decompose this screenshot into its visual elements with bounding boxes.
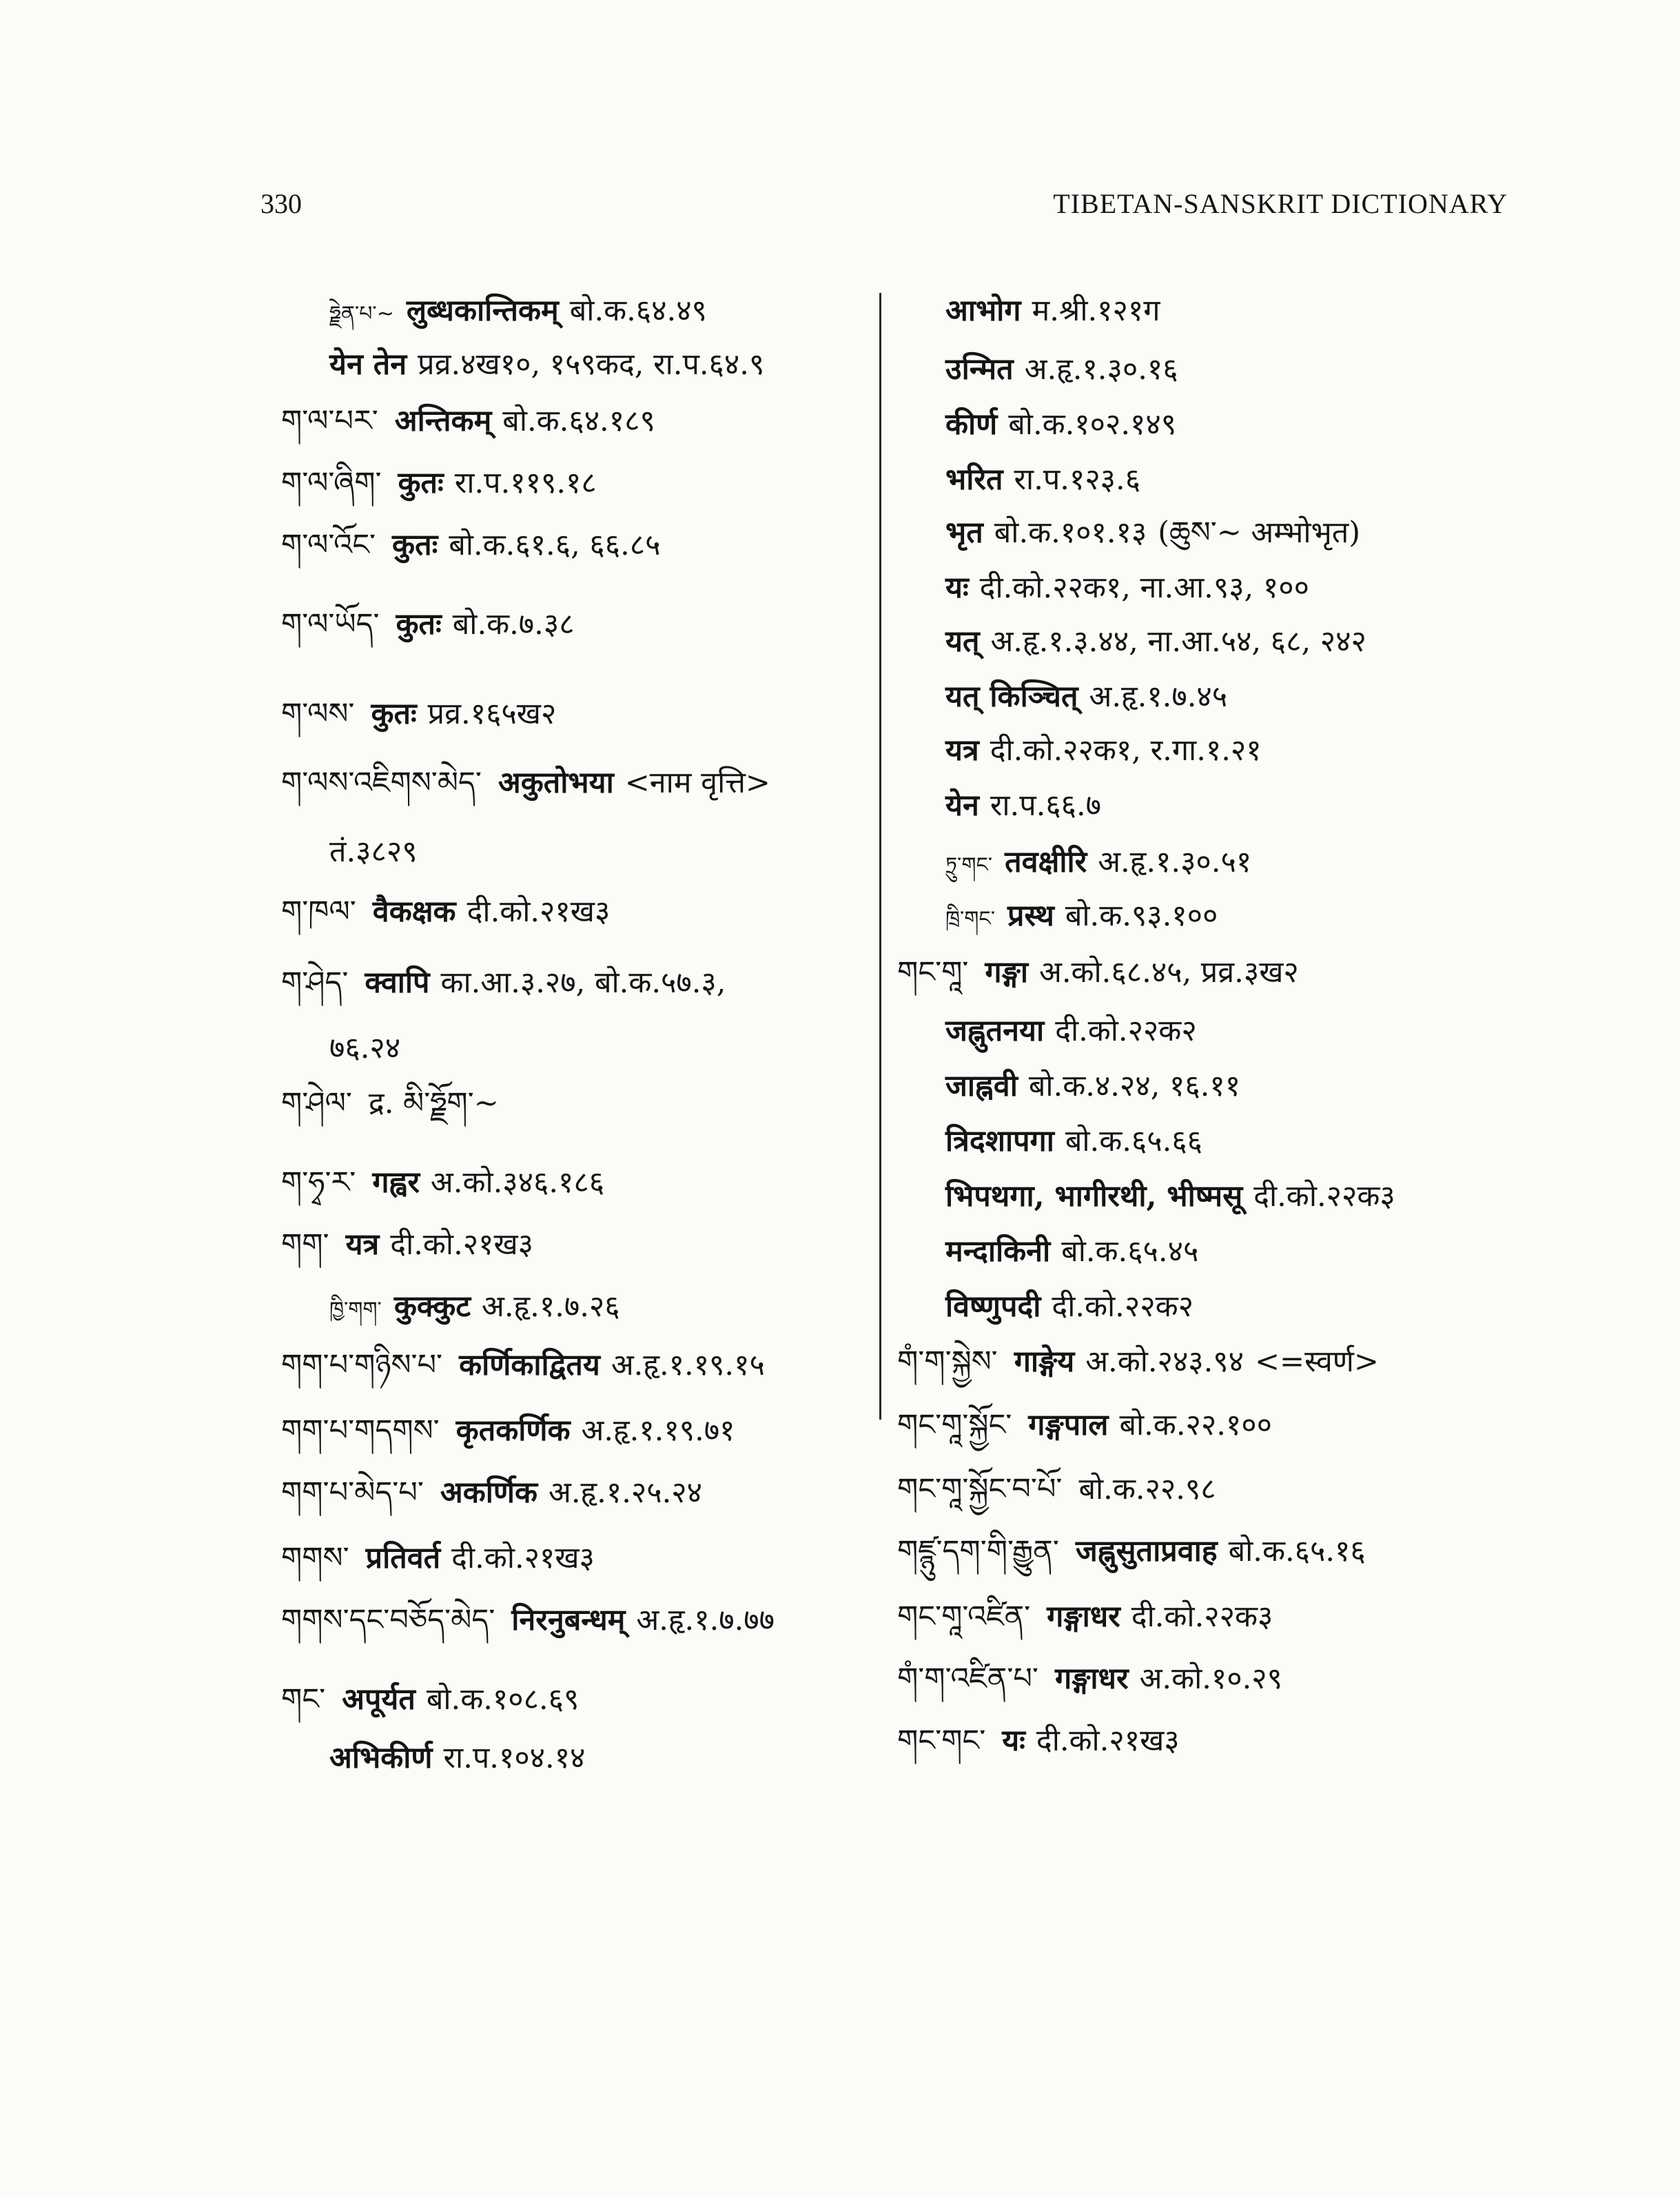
tibetan-headword: ག་ལ་ཞིག་ xyxy=(281,466,382,500)
sanskrit-equivalent: गङ्गाधर xyxy=(1047,1600,1120,1634)
sanskrit-equivalent: अपूर्यत xyxy=(342,1682,416,1717)
source-reference: बो.क.९३.१०० xyxy=(1065,899,1218,933)
tibetan-headword: གཾ་ག་འཛིན་པ་ xyxy=(897,1662,1038,1696)
tibetan-headword: ག་ཤེད་ xyxy=(281,965,349,1000)
dictionary-entry xyxy=(897,955,1299,990)
source-reference: बो.क.१०१.१३ xyxy=(994,515,1147,550)
dictionary-entry xyxy=(281,1603,775,1637)
source-reference: का.आ.३.२७, बो.क.५७.३, xyxy=(440,965,726,1000)
sanskrit-equivalent: अभिकीर्ण xyxy=(329,1741,433,1775)
sanskrit-equivalent: यत्र xyxy=(345,1227,380,1262)
sanskrit-equivalent: येन तेन xyxy=(329,347,407,382)
tibetan-headword: གག་པ་གདགས་ xyxy=(281,1413,440,1448)
entry-note: <नाम वृत्ति> xyxy=(624,766,770,800)
tibetan-headword: ག་ལས་འཇིགས་མེད་ xyxy=(281,766,482,800)
sanskrit-equivalent: गाङ्गेय xyxy=(1014,1345,1075,1379)
source-reference: अ.हृ.१.१९.१५ xyxy=(611,1348,765,1382)
source-reference: दी.को.२२क१, र.गा.१.२१ xyxy=(990,733,1262,768)
source-reference: दी.को.२२क३ xyxy=(1131,1600,1273,1634)
dictionary-entry xyxy=(281,699,556,729)
tibetan-headword: ག་ཤེལ་ xyxy=(281,1086,352,1121)
dictionary-entry xyxy=(281,1227,533,1262)
dictionary-entry xyxy=(897,733,1262,768)
source-reference: दी.को.२२क२ xyxy=(1052,1289,1194,1324)
sanskrit-equivalent: जह्नुतनया xyxy=(945,1014,1045,1048)
tibetan-headword: གགས་ xyxy=(281,1541,349,1575)
tibetan-headword: གང་གཱ་སྐྱོང་བ་པོ་ xyxy=(897,1472,1063,1506)
sanskrit-equivalent: कुक्कुट xyxy=(393,1289,471,1324)
source-reference: अ.को.६८.४५, प्रव्र.३ख२ xyxy=(1039,955,1299,990)
sanskrit-equivalent: गङ्गा xyxy=(985,955,1028,990)
dictionary-entry xyxy=(281,1289,620,1324)
entry-note: (ཆུས་~ अम्भोभृत) xyxy=(1158,515,1361,550)
sanskrit-equivalent: भृत xyxy=(945,515,983,550)
tibetan-headword: གཾ་ག་སྐྱེས་ xyxy=(897,1345,998,1379)
sanskrit-equivalent: अकुतोभया xyxy=(498,766,614,800)
dictionary-entry xyxy=(281,404,655,438)
sanskrit-equivalent: विष्णुपदी xyxy=(945,1289,1041,1324)
sanskrit-equivalent: उन्मित xyxy=(945,352,1014,387)
sanskrit-equivalent: कुतः xyxy=(396,607,442,642)
sanskrit-equivalent: अकर्णिक xyxy=(440,1475,538,1510)
source-reference: रा.प.१०४.१४ xyxy=(443,1741,586,1775)
source-reference: अ.हृ.१.७.७७ xyxy=(636,1603,775,1637)
tibetan-headword: གང་གཱ་སྐྱོང་ xyxy=(897,1408,1012,1442)
dictionary-entry xyxy=(897,1289,1194,1324)
source-reference: बो.क.१०८.६९ xyxy=(426,1682,580,1717)
dictionary-entry xyxy=(281,528,661,562)
tibetan-headword: གག་པ་གཉིས་པ་ xyxy=(281,1348,443,1382)
source-reference: अ.को.२४३.९४ xyxy=(1085,1345,1244,1379)
source-reference: ७६.२४ xyxy=(329,1031,401,1065)
tibetan-headword: ག་ཁལ་ xyxy=(281,895,356,929)
source-reference: अ.हृ.१.३०.५१ xyxy=(1098,845,1252,879)
sanskrit-equivalent: अन्तिकम् xyxy=(394,404,492,438)
dictionary-entry xyxy=(897,1016,1197,1046)
sanskrit-equivalent: यः xyxy=(1002,1724,1025,1758)
source-reference: तं.३८२९ xyxy=(329,835,418,869)
sanskrit-equivalent: भरित xyxy=(945,462,1003,497)
tibetan-headword: གཛྙུ་དག་གི་རྒྱུན་ xyxy=(897,1534,1059,1568)
source-reference: बो.क.१०२.१४९ xyxy=(1008,407,1177,442)
tibetan-subentry: ཏྲུ་གང་ xyxy=(945,853,993,877)
sanskrit-equivalent: कुतः xyxy=(371,697,417,731)
sanskrit-equivalent: येन xyxy=(945,788,979,823)
dictionary-entry xyxy=(281,965,726,1000)
sanskrit-equivalent: यः xyxy=(945,571,969,605)
tibetan-headword: ག་ཧྭ་ར་ xyxy=(281,1165,356,1200)
sanskrit-equivalent: कृतकर्णिक xyxy=(455,1413,571,1448)
sanskrit-equivalent: यत् xyxy=(945,624,980,659)
dictionary-entry xyxy=(281,347,765,382)
source-reference: दी.को.२१ख३ xyxy=(1036,1724,1180,1758)
source-reference: प्रव्र.१६५ख२ xyxy=(427,697,557,731)
tibetan-headword: གང་གཱ་ xyxy=(897,955,969,990)
source-reference: बो.क.६१.६, ६६.८५ xyxy=(449,528,661,562)
sanskrit-equivalent: कुतः xyxy=(392,528,438,562)
source-reference: रा.प.११९.१८ xyxy=(454,466,597,500)
column-divider xyxy=(879,293,881,1420)
source-reference: बो.क.६५.६६ xyxy=(1065,1124,1203,1158)
source-reference: दी.को.२१ख३ xyxy=(390,1227,533,1262)
tibetan-subentry: ཧྗེན་པ་~ xyxy=(329,302,394,326)
dictionary-entry xyxy=(897,679,1228,714)
sanskrit-equivalent: त्रिदशापगा xyxy=(945,1124,1054,1158)
source-reference: बो.क.४.२४, १६.११ xyxy=(1028,1069,1241,1103)
sanskrit-equivalent: गङ्गपाल xyxy=(1028,1408,1109,1442)
sanskrit-equivalent: मन्दाकिनी xyxy=(945,1234,1051,1269)
sanskrit-equivalent: प्रतिवर्त xyxy=(365,1541,441,1575)
tibetan-headword: གང་གང་ xyxy=(897,1724,986,1758)
dictionary-entry xyxy=(897,1347,1379,1377)
dictionary-entry xyxy=(897,407,1177,442)
dictionary-entry xyxy=(281,1165,605,1200)
sanskrit-equivalent: कर्णिकाद्वितय xyxy=(459,1348,600,1382)
dictionary-entry xyxy=(281,897,610,927)
tibetan-headword: ག་ལ་པར་ xyxy=(281,404,378,438)
source-reference: दी.को.२२क१, ना.आ.९३, १०० xyxy=(979,571,1309,605)
dictionary-entry xyxy=(897,462,1141,497)
sanskrit-equivalent: प्रस्थ xyxy=(1007,899,1054,933)
source-reference: दी.को.२२क२ xyxy=(1055,1014,1197,1048)
dictionary-entry xyxy=(897,845,1252,879)
dictionary-entry xyxy=(897,352,1178,387)
source-reference: अ.हृ.१.७.४५ xyxy=(1089,679,1228,714)
dictionary-entry xyxy=(281,1741,586,1775)
sanskrit-equivalent: यत्र xyxy=(945,733,979,768)
dictionary-entry xyxy=(897,515,1361,550)
dictionary-entry xyxy=(281,1086,499,1121)
source-reference: बो.क.६४.४९ xyxy=(569,294,707,328)
dictionary-entry xyxy=(281,1413,735,1448)
entry-note: द्र. མི་ཧྗོག་~ xyxy=(368,1086,499,1121)
source-reference: दी.को.२१ख३ xyxy=(467,895,611,929)
page-number: 330 xyxy=(260,188,302,219)
dictionary-entry xyxy=(281,1348,765,1382)
dictionary-entry xyxy=(897,296,1160,326)
dictionary-entry xyxy=(281,1541,595,1575)
sanskrit-equivalent: लुब्धकान्तिकम् xyxy=(406,294,559,328)
source-reference: बो.क.६५.१६ xyxy=(1228,1534,1366,1568)
tibetan-subentry: ཁྲི་གང་ xyxy=(945,907,996,931)
sanskrit-equivalent: आभोग xyxy=(945,294,1021,328)
dictionary-entry xyxy=(897,1408,1272,1442)
sanskrit-equivalent: क्वापि xyxy=(365,965,430,1000)
dictionary-entry xyxy=(897,1602,1273,1632)
tibetan-headword: ག་ལ་ཡོད་ xyxy=(281,607,380,642)
dictionary-entry xyxy=(897,1664,1282,1694)
dictionary-entry xyxy=(281,466,597,500)
tibetan-headword: གག་ xyxy=(281,1227,329,1262)
dictionary-entry xyxy=(281,607,575,642)
entry-note: <=स्वर्ण> xyxy=(1255,1345,1379,1379)
source-reference: प्रव्र.४ख१०, १५९कद, रा.प.६४.९ xyxy=(418,347,765,382)
tibetan-headword: གགས་དང་བཅོད་མེད་ xyxy=(281,1603,495,1637)
source-reference: बो.क.२२.१०० xyxy=(1119,1408,1272,1442)
tibetan-subentry: ཁྱི་གག་ xyxy=(329,1298,382,1322)
dictionary-entry xyxy=(897,901,1218,931)
sanskrit-equivalent: कीर्ण xyxy=(945,407,998,442)
dictionary-entry xyxy=(281,837,418,867)
dictionary-entry xyxy=(897,788,1102,823)
dictionary-entry xyxy=(897,1179,1395,1214)
source-reference: दी.को.२१ख३ xyxy=(451,1541,595,1575)
dictionary-entry xyxy=(281,296,707,326)
sanskrit-equivalent: भिपथगा, भागीरथी, भीष्मसू xyxy=(945,1179,1243,1214)
source-reference: रा.प.६६.७ xyxy=(990,788,1102,823)
source-reference: अ.हृ.१.७.२६ xyxy=(482,1289,620,1324)
sanskrit-equivalent: वैकक्षक xyxy=(372,895,456,929)
tibetan-headword: གག་པ་མེད་པ་ xyxy=(281,1475,424,1510)
tibetan-headword: གང་གཱ་འཛིན་ xyxy=(897,1600,1031,1634)
dictionary-entry xyxy=(897,1124,1203,1158)
sanskrit-equivalent: तवक्षीरि xyxy=(1005,845,1087,879)
running-head: TIBETAN-SANSKRIT DICTIONARY xyxy=(1053,188,1508,219)
source-reference: बो.क.२२.९८ xyxy=(1078,1472,1216,1506)
source-reference: अ.हृ.१.१९.७१ xyxy=(581,1413,735,1448)
source-reference: बो.क.६४.१८९ xyxy=(502,404,655,438)
tibetan-headword: གང་ xyxy=(281,1682,326,1717)
source-reference: अ.हृ.१.३.४४, ना.आ.५४, ६८, २४२ xyxy=(990,624,1366,659)
sanskrit-equivalent: गङ्गाधर xyxy=(1054,1662,1129,1696)
sanskrit-equivalent: यत् किञ्चित् xyxy=(945,679,1078,714)
source-reference: दी.को.२२क३ xyxy=(1253,1179,1395,1214)
dictionary-entry xyxy=(897,573,1309,603)
sanskrit-equivalent: जह्नुसुताप्रवाह xyxy=(1075,1534,1218,1568)
source-reference: अ.हृ.१.३०.१६ xyxy=(1024,352,1178,387)
dictionary-entry xyxy=(281,1475,702,1510)
dictionary-entry xyxy=(897,1069,1241,1103)
dictionary-entry xyxy=(281,1031,401,1065)
dictionary-entry xyxy=(897,1534,1366,1568)
sanskrit-equivalent: जाह्नवी xyxy=(945,1069,1018,1103)
dictionary-entry xyxy=(281,768,770,798)
source-reference: बो.क.७.३८ xyxy=(452,607,575,642)
source-reference: म.श्री.१२१ग xyxy=(1032,294,1160,328)
dictionary-entry xyxy=(281,1682,580,1717)
source-reference: अ.हृ.१.२५.२४ xyxy=(549,1475,702,1510)
source-reference: अ.को.१०.२९ xyxy=(1139,1662,1283,1696)
dictionary-entry xyxy=(897,624,1366,659)
sanskrit-equivalent: निरनुबन्धम् xyxy=(511,1603,626,1637)
source-reference: रा.प.१२३.६ xyxy=(1014,462,1141,497)
sanskrit-equivalent: गह्वर xyxy=(372,1165,420,1200)
sanskrit-equivalent: कुतः xyxy=(398,466,444,500)
dictionary-entry xyxy=(897,1234,1199,1269)
tibetan-headword: ག་ལས་ xyxy=(281,697,355,731)
tibetan-headword: ག་ལ་འོང་ xyxy=(281,528,376,562)
source-reference: अ.को.३४६.१८६ xyxy=(430,1165,605,1200)
dictionary-entry xyxy=(897,1726,1180,1756)
source-reference: बो.क.६५.४५ xyxy=(1061,1234,1199,1269)
dictionary-entry xyxy=(897,1472,1216,1506)
